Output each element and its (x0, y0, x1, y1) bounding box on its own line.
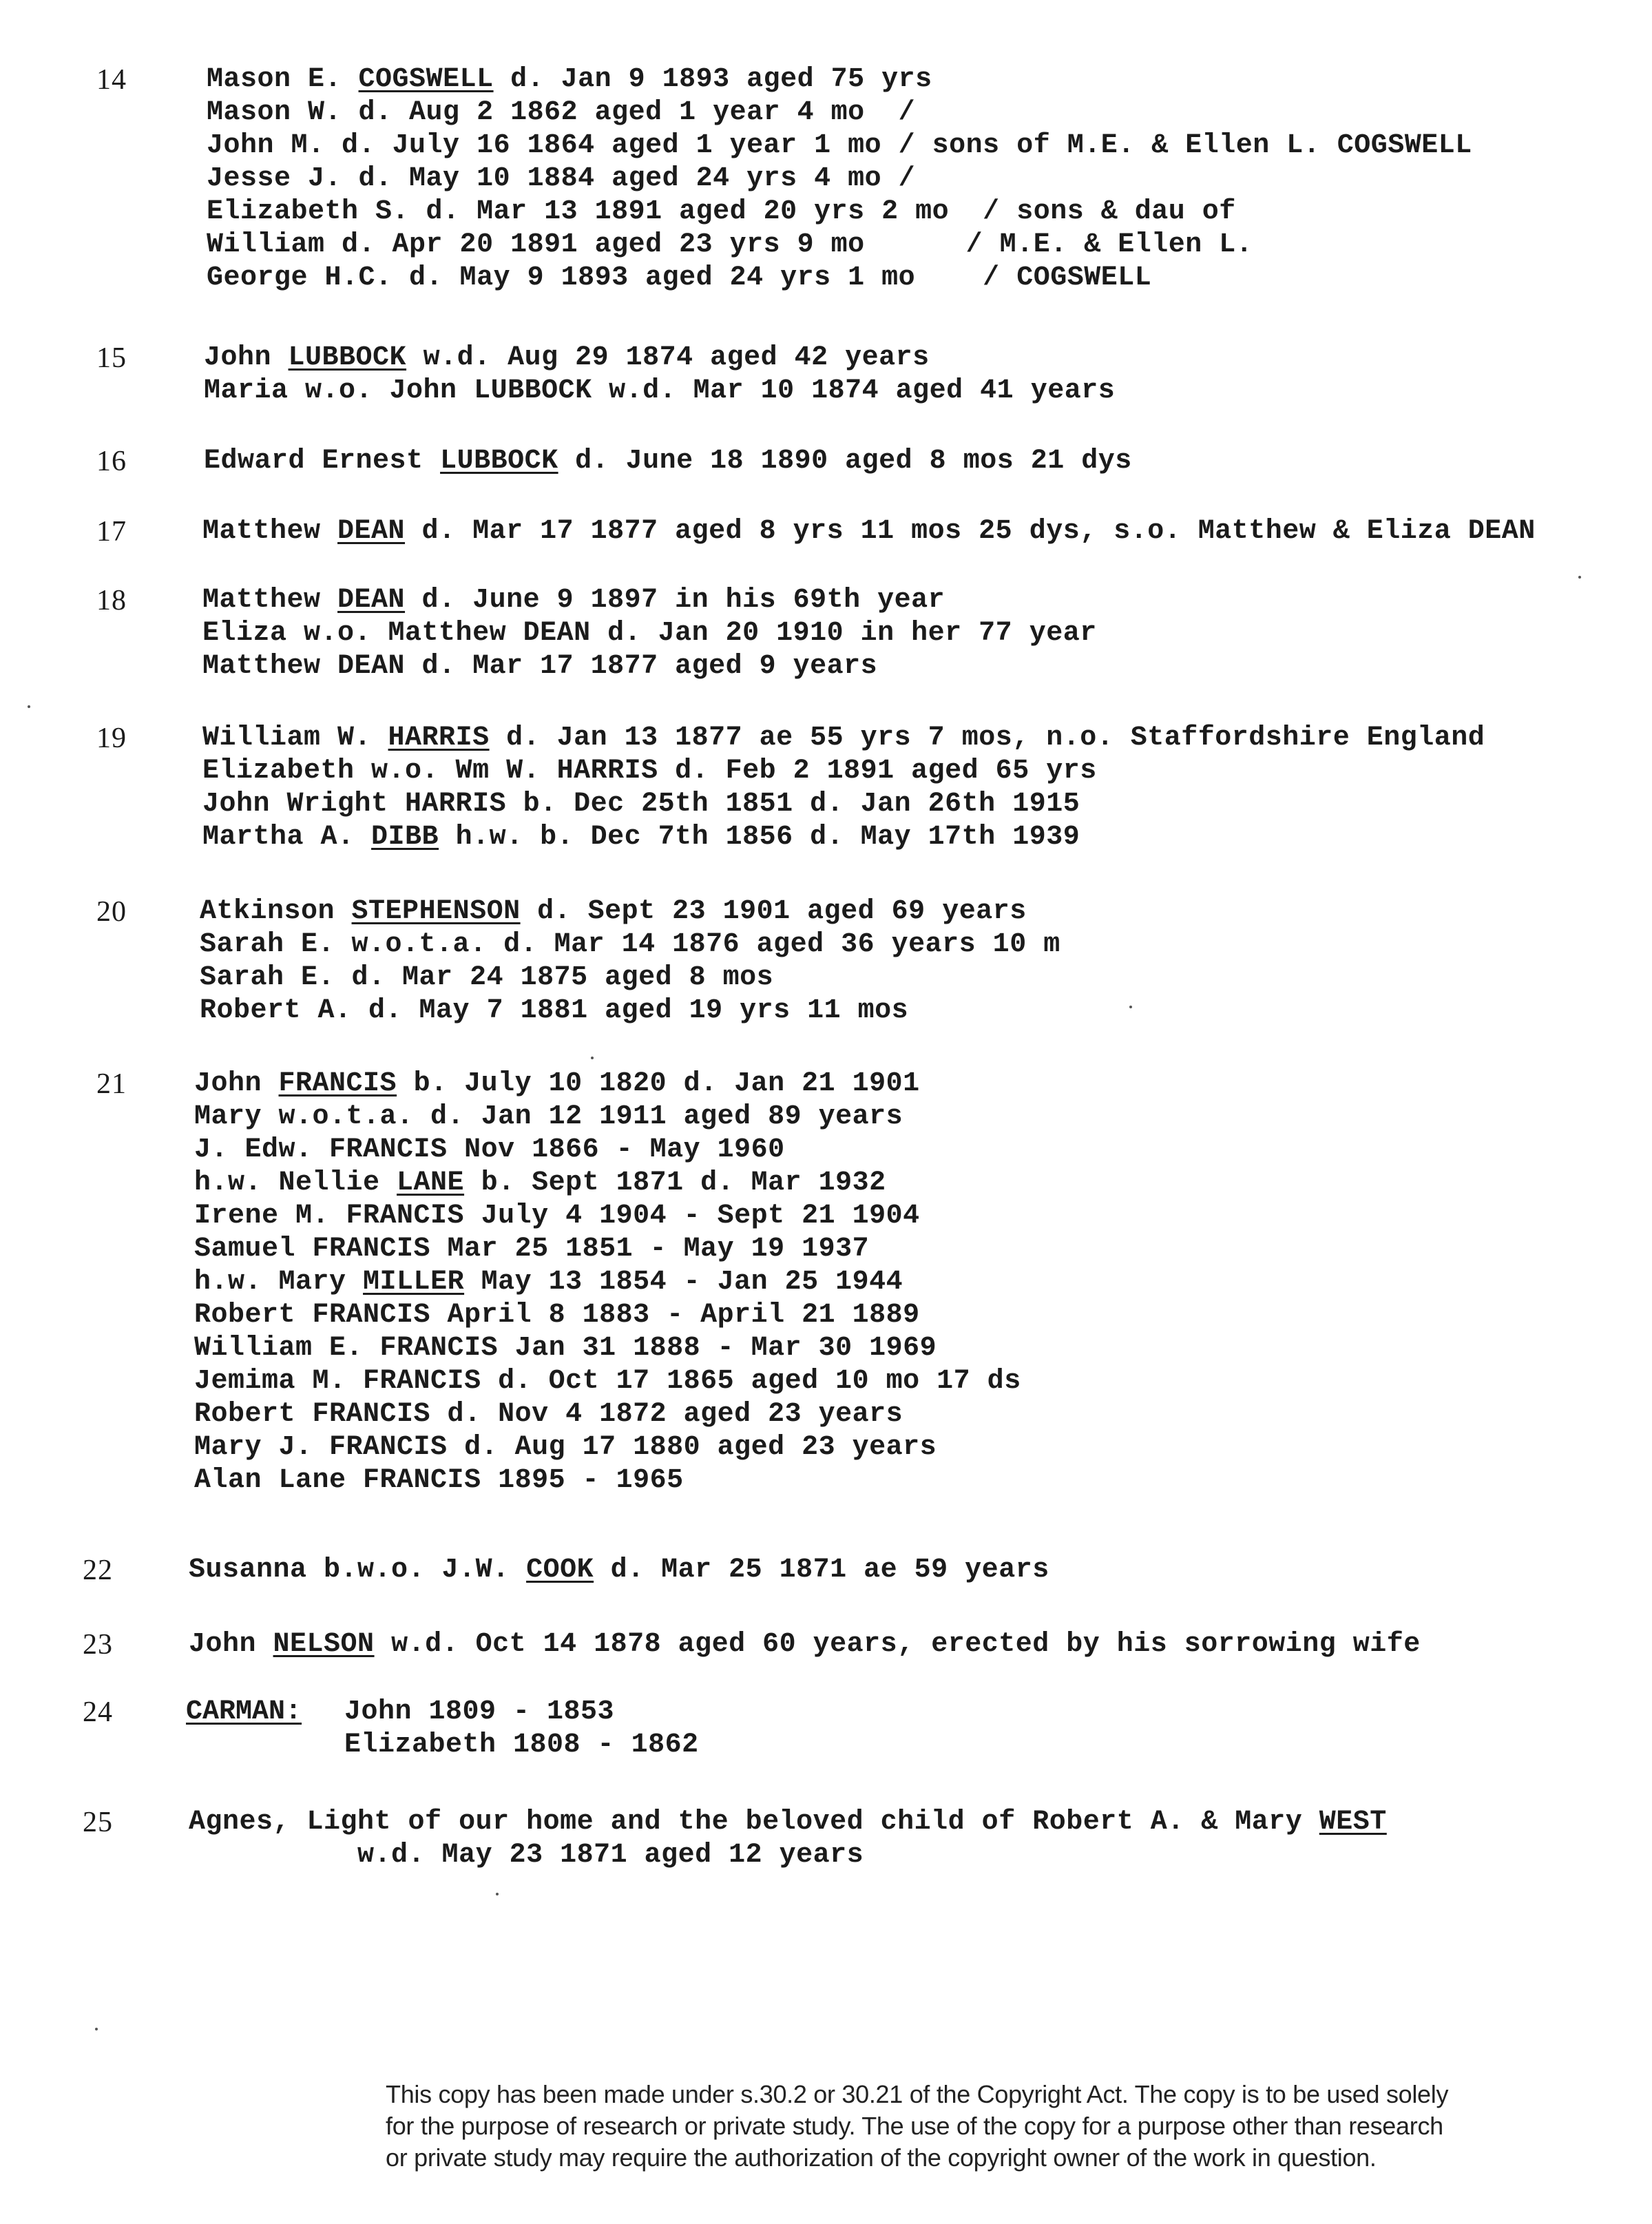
surname: NELSON (273, 1629, 375, 1660)
entry-line: Mason W. d. Aug 2 1862 aged 1 year 4 mo / (207, 97, 916, 128)
entry-number: 15 (96, 342, 127, 374)
entry-line: Atkinson STEPHENSON d. Sept 23 1901 aged 69 years (200, 896, 1027, 927)
entry-number: 25 (83, 1807, 113, 1838)
entry-line: Matthew DEAN d. Mar 17 1877 aged 8 yrs 11 mos 25 dys, s.o. Matthew & Eliza DEAN (202, 516, 1536, 547)
entry-line: John FRANCIS b. July 10 1820 d. Jan 21 1901 (194, 1068, 920, 1099)
entry-lines (189, 1628, 1421, 1661)
entry-line: John Wright HARRIS b. Dec 25th 1851 d. Jan 26th 1915 (202, 789, 1080, 820)
entry-line: Jemima M. FRANCIS d. Oct 17 1865 aged 10 mo 17 ds (194, 1366, 1021, 1397)
entry-number: 17 (96, 516, 127, 548)
copyright-line: or private study may require the authorization of the copyright owner of the work in question. (386, 2143, 1377, 2172)
surname: LUBBOCK (288, 342, 407, 373)
entry-line: William E. FRANCIS Jan 31 1888 - Mar 30 1969 (194, 1333, 937, 1364)
scan-speck (591, 1057, 594, 1059)
entry-number: 21 (96, 1068, 127, 1100)
entry-line: Eliza w.o. Matthew DEAN d. Jan 20 1910 in her 77 year (202, 618, 1097, 649)
entry-line: Elizabeth w.o. Wm W. HARRIS d. Feb 2 1891 aged 65 yrs (202, 756, 1097, 787)
entry-line: Robert A. d. May 7 1881 aged 19 yrs 11 mos (200, 995, 909, 1026)
scan-speck (28, 705, 30, 708)
surname: STEPHENSON (351, 896, 521, 927)
surname: LUBBOCK (440, 446, 558, 477)
entry-line: Robert FRANCIS April 8 1883 - April 21 1889 (194, 1300, 920, 1331)
entry-number: 14 (96, 64, 127, 96)
scan-speck (1129, 1006, 1132, 1008)
entry-line: William d. Apr 20 1891 aged 23 yrs 9 mo / M.E. & Ellen L. (207, 229, 1253, 260)
entry-line: Matthew DEAN d. Mar 17 1877 aged 9 years (202, 651, 878, 682)
entry-line: Elizabeth S. d. Mar 13 1891 aged 20 yrs 2 mo / sons & dau of (207, 196, 1236, 227)
entry-number: 16 (96, 446, 127, 477)
scan-speck (1578, 576, 1581, 579)
entry-line: h.w. Mary MILLER May 13 1854 - Jan 25 1944 (194, 1267, 903, 1298)
entry-line: George H.C. d. May 9 1893 aged 24 yrs 1 mo / COGSWELL (207, 262, 1152, 293)
entry-line: John NELSON w.d. Oct 14 1878 aged 60 years, erected by his sorrowing wife (189, 1629, 1421, 1660)
entry-line: Sarah E. d. Mar 24 1875 aged 8 mos (200, 962, 774, 993)
entry-number: 23 (83, 1629, 113, 1661)
entry-line: Edward Ernest LUBBOCK d. June 18 1890 aged 8 mos 21 dys (204, 446, 1132, 477)
copyright-line: This copy has been made under s.30.2 or 30.21 of the Copyright Act. The copy is to be used solely (386, 2080, 1449, 2108)
scan-speck (496, 1893, 499, 1895)
entry-line: Samuel FRANCIS Mar 25 1851 - May 19 1937 (194, 1234, 870, 1265)
copyright-line: for the purpose of research or private study. The use of the copy for a purpose other than research (386, 2112, 1443, 2140)
entry-lines (200, 895, 1060, 1028)
entry-lines (202, 515, 1536, 548)
entry-line: Martha A. DIBB h.w. b. Dec 7th 1856 d. May 17th 1939 (202, 822, 1080, 853)
entry-line: Elizabeth 1808 - 1862 (344, 1729, 699, 1760)
entry-line: Agnes, Light of our home and the beloved child of Robert A. & Mary WEST (189, 1807, 1387, 1838)
entry-line: Maria w.o. John LUBBOCK w.d. Mar 10 1874 aged 41 years (204, 375, 1116, 406)
entry-line: William W. HARRIS d. Jan 13 1877 ae 55 yrs 7 mos, n.o. Staffordshire England (202, 723, 1485, 754)
entry-number: 19 (96, 723, 127, 754)
entry-line: w.d. May 23 1871 aged 12 years (189, 1840, 864, 1871)
surname: DEAN (337, 585, 406, 616)
surname: DEAN (337, 516, 406, 547)
entry-line: Mary w.o.t.a. d. Jan 12 1911 aged 89 years (194, 1101, 903, 1132)
surname: HARRIS (388, 723, 490, 754)
entry-line: Robert FRANCIS d. Nov 4 1872 aged 23 years (194, 1399, 903, 1430)
entry-lines (207, 63, 1472, 295)
entry-line: John M. d. July 16 1864 aged 1 year 1 mo / sons of M.E. & Ellen L. COGSWELL (207, 130, 1472, 161)
entry-lines (202, 722, 1485, 854)
entry-number: 18 (96, 585, 127, 616)
entry-line: Mary J. FRANCIS d. Aug 17 1880 aged 23 years (194, 1432, 937, 1463)
entry-lines (194, 1068, 1021, 1497)
surname: COOK (526, 1555, 594, 1586)
surname: DIBB (371, 822, 439, 853)
surname: MILLER (363, 1267, 465, 1298)
entry-line: h.w. Nellie LANE b. Sept 1871 d. Mar 1932 (194, 1167, 886, 1198)
surname-heading: CARMAN: (186, 1696, 302, 1727)
surname: COGSWELL (358, 64, 494, 95)
scan-speck (95, 2028, 98, 2030)
entry-line: Irene M. FRANCIS July 4 1904 - Sept 21 1904 (194, 1201, 920, 1231)
entry-number: 22 (83, 1555, 113, 1586)
surname: LANE (397, 1167, 465, 1198)
entry-number: 20 (96, 896, 127, 928)
entry-line: Susanna b.w.o. J.W. COOK d. Mar 25 1871 ae 59 years (189, 1555, 1049, 1586)
entry-lines (189, 1554, 1049, 1587)
entry-line: Sarah E. w.o.t.a. d. Mar 14 1876 aged 36 years 10 m (200, 929, 1060, 960)
entry-lines (204, 342, 1115, 408)
entry-number: 24 (83, 1696, 113, 1728)
entry-line: Alan Lane FRANCIS 1895 - 1965 (194, 1465, 684, 1496)
entry-lines (204, 445, 1132, 478)
entry-line: J. Edw. FRANCIS Nov 1866 - May 1960 (194, 1134, 785, 1165)
entry-lines (202, 584, 1097, 683)
copyright-notice (386, 2079, 1632, 2174)
surname: FRANCIS (278, 1068, 397, 1099)
surname: WEST (1319, 1807, 1387, 1838)
entry-line: Mason E. COGSWELL d. Jan 9 1893 aged 75 yrs (207, 64, 932, 95)
entry-line: John LUBBOCK w.d. Aug 29 1874 aged 42 years (204, 342, 930, 373)
entry-line: John 1809 - 1853 (344, 1696, 615, 1727)
entry-line: Jesse J. d. May 10 1884 aged 24 yrs 4 mo / (207, 163, 916, 194)
entry-line: Matthew DEAN d. June 9 1897 in his 69th year (202, 585, 945, 616)
entry-lines (344, 1696, 699, 1762)
entry-lines (189, 1806, 1387, 1872)
